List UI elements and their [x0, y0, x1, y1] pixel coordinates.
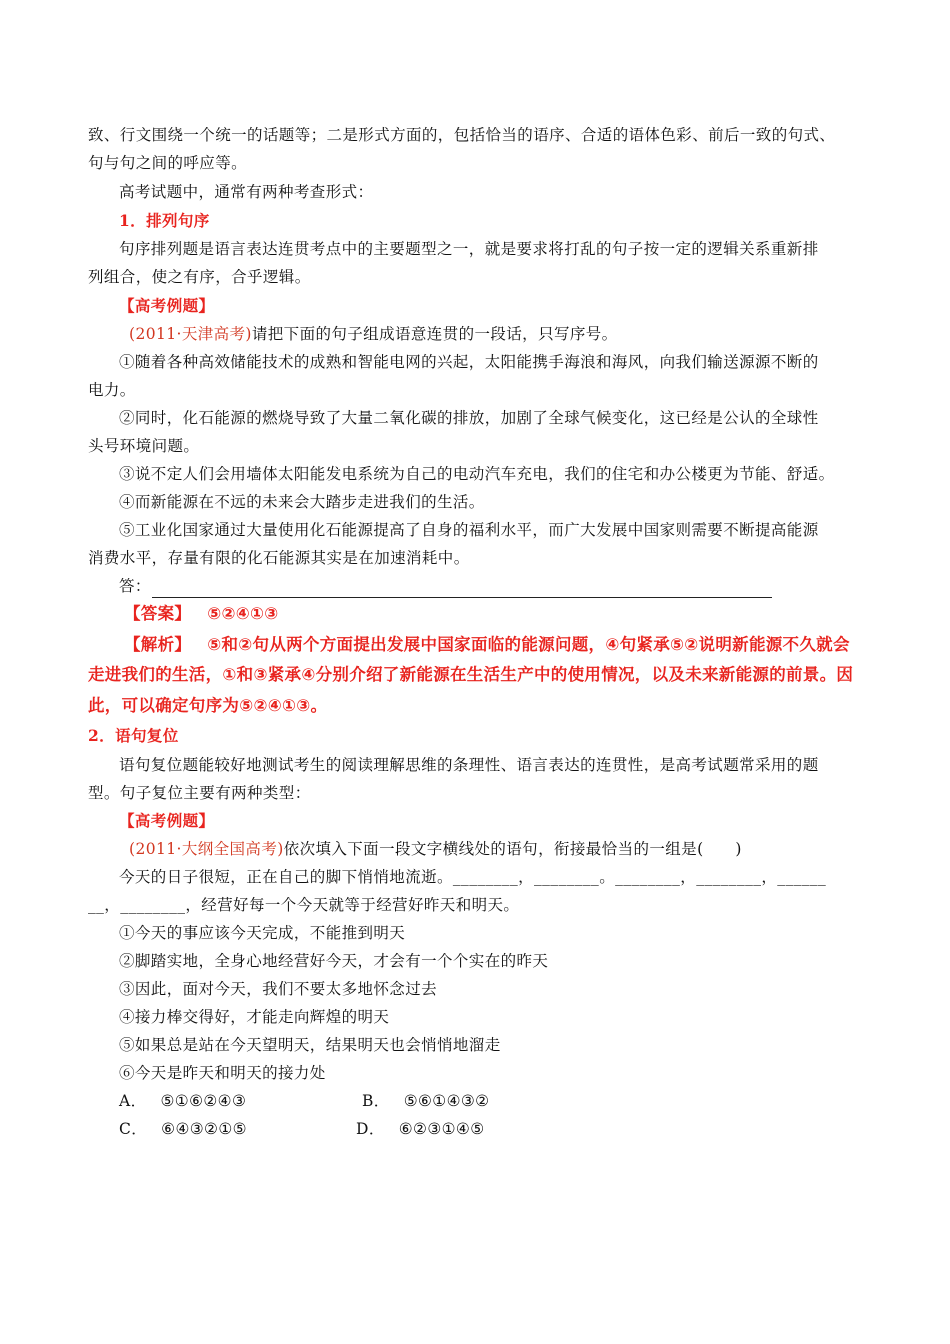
example-2-prompt: 依次填入下面一段文字横线处的语句，衔接最恰当的一组是( ) [283, 840, 742, 858]
option-b-value: ⑤⑥①④③② [403, 1092, 490, 1110]
s1-item-1a: ①随着各种高效储能技术的成熟和智能电网的兴起，太阳能携手海浪和海风，向我们输送源源不断的 [119, 353, 819, 371]
analysis-line-1 [124, 634, 850, 656]
intro-line-2: 句与句之间的呼应等。 [88, 154, 248, 172]
example-1-prompt: 请把下面的句子组成语意连贯的一段话，只写序号。 [251, 325, 618, 343]
example-label-1: 【高考例题】 [119, 296, 215, 315]
s1-item-2a: ②同时，化石能源的燃烧导致了大量二氧化碳的排放，加剧了全球气候变化，这已经是公认的全球性 [119, 409, 819, 427]
s2-item-1: ①今天的事应该今天完成，不能推到明天 [119, 924, 406, 942]
section-2-desc-2: 型。句子复位主要有两种类型： [88, 784, 311, 802]
option-d-value: ⑥②③①④⑤ [398, 1120, 485, 1138]
analysis-text-1: ⑤和②句从两个方面提出发展中国家面临的能源问题，④句紧承⑤②说明新能源不久就会 [207, 635, 850, 654]
s1-item-1b: 电力。 [88, 381, 136, 399]
example-label-2: 【高考例题】 [119, 811, 215, 830]
answer-label: 【答案】 [124, 604, 192, 623]
section-2-heading: 2．语句复位 [88, 726, 179, 745]
s2-item-4: ④接力棒交得好，才能走向辉煌的明天 [119, 1008, 390, 1026]
example-1-source: (2011·天津高考) [129, 325, 252, 343]
section-1-heading: 1．排列句序 [119, 211, 210, 230]
s1-item-4: ④而新能源在不远的未来会大踏步走进我们的生活。 [119, 493, 485, 511]
option-c-value: ⑥④③②①⑤ [161, 1120, 247, 1138]
answer-value: ⑤②④①③ [207, 604, 279, 623]
intro-line-1: 致、行文围绕一个统一的话题等；二是形式方面的，包括恰当的语序、合适的语体色彩、前后一致的句式、 [88, 126, 836, 144]
option-c-letter: C． [119, 1120, 148, 1138]
example-2-question [129, 838, 742, 860]
s1-item-5b: 消费水平，存量有限的化石能源其实是在加速消耗中。 [88, 549, 470, 567]
option-a-value: ⑤①⑥②④③ [160, 1092, 247, 1110]
section-1-desc-2: 列组合，使之有序，合乎逻辑。 [88, 268, 311, 286]
intro-line-3: 高考试题中，通常有两种考查形式： [119, 183, 374, 201]
section-1-desc-1: 句序排列题是语言表达连贯考点中的主要题型之一，就是要求将打乱的句子按一定的逻辑关系重新排 [119, 240, 819, 258]
option-c [119, 1118, 247, 1140]
option-d-letter: D． [356, 1120, 385, 1138]
option-b-letter: B． [362, 1092, 390, 1110]
option-a [119, 1090, 246, 1112]
answer-prefix: 答： [119, 577, 151, 595]
answer-blank-line [152, 597, 772, 598]
s2-item-6: ⑥今天是昨天和明天的接力处 [119, 1064, 326, 1082]
passage-line-2: __，________，经营好每一个今天就等于经营好昨天和明天。 [88, 896, 520, 914]
passage-line-1: 今天的日子很短，正在自己的脚下悄悄地流逝。________，________。________，________，______ [119, 868, 827, 886]
section-2-desc-1: 语句复位题能较好地测试考生的阅读理解思维的条理性、语言表达的连贯性，是高考试题常采用的题 [119, 756, 819, 774]
example-2-source: (2011·大纲全国高考) [129, 840, 284, 858]
analysis-label: 【解析】 [124, 635, 192, 654]
example-1-question [129, 323, 618, 345]
option-b [362, 1090, 489, 1112]
s1-item-3: ③说不定人们会用墙体太阳能发电系统为自己的电动汽车充电，我们的住宅和办公楼更为节能、舒适。 [119, 465, 835, 483]
option-d [356, 1118, 485, 1140]
s2-item-2: ②脚踏实地，全身心地经营好今天，才会有一个个实在的昨天 [119, 952, 549, 970]
option-a-letter: A． [119, 1092, 147, 1110]
analysis-line-3: 此，可以确定句序为⑤②④①③。 [88, 696, 328, 715]
s2-item-5: ⑤如果总是站在今天望明天，结果明天也会悄悄地溜走 [119, 1036, 501, 1054]
answer-line [124, 603, 279, 625]
s1-item-2b: 头号环境问题。 [88, 437, 200, 455]
analysis-line-2: 走进我们的生活，①和③紧承④分别介绍了新能源在生活生产中的使用情况，以及未来新能源的前景。因 [88, 665, 854, 684]
s1-item-5a: ⑤工业化国家通过大量使用化石能源提高了自身的福利水平，而广大发展中国家则需要不断提高能源 [119, 521, 819, 539]
s2-item-3: ③因此，面对今天，我们不要太多地怀念过去 [119, 980, 438, 998]
